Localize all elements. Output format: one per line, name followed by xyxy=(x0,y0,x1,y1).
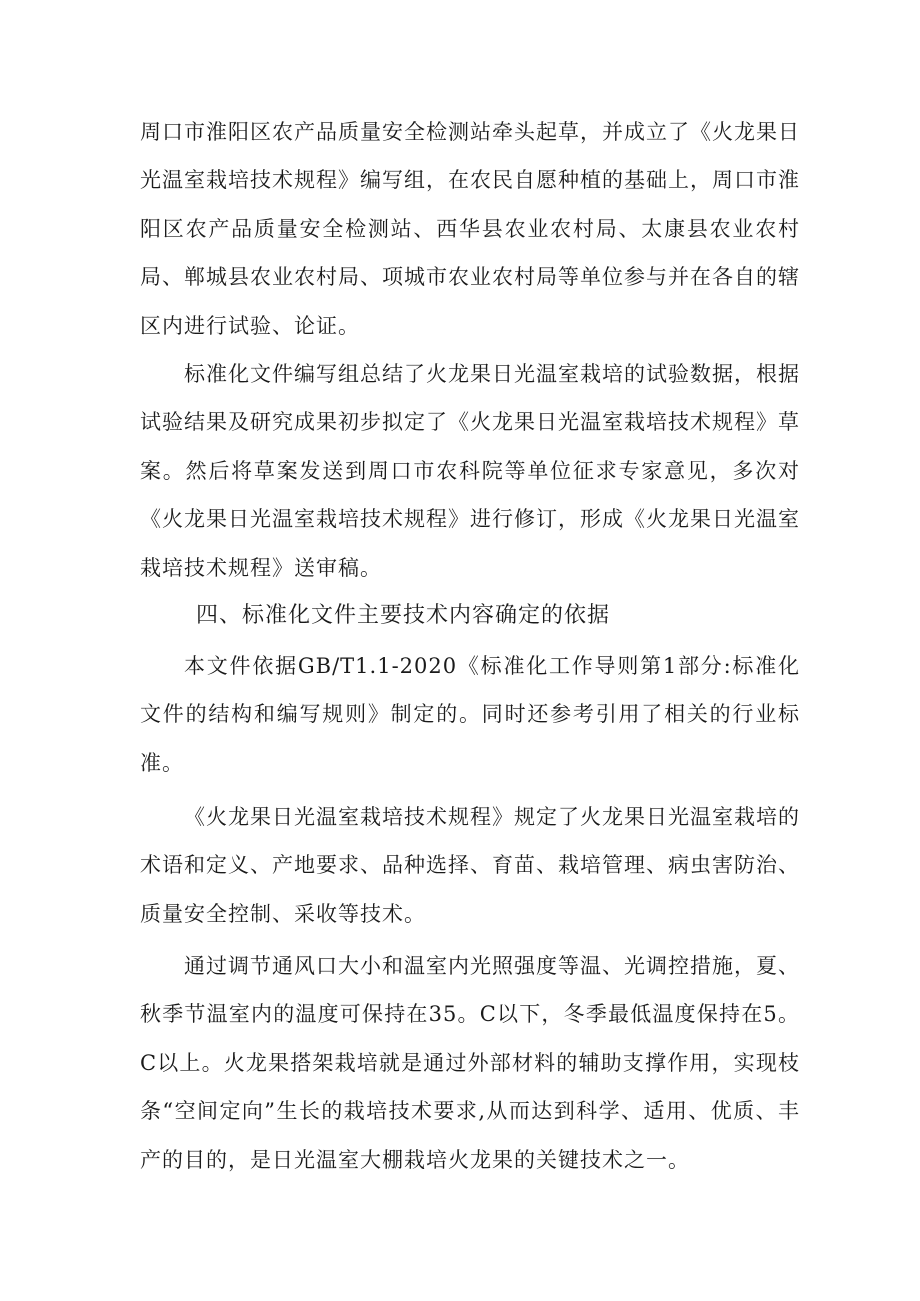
paragraph-drafting-organization: 周口市淮阳区农产品质量安全检测站牵头起草，并成立了《火龙果日光温室栽培技术规程》编写组，在农民自愿种植的基础上，周口市淮阳区农产品质量安全检测站、西华县农业农村局、太康县农业农村局、郸城县农业农村局、项城市农业农村局等单位参与并在各自的辖区内进行试验、论证。 xyxy=(140,120,800,338)
section-heading: 四、标准化文件主要技术内容确定的依据 xyxy=(196,603,611,628)
paragraph-draft-revision: 标准化文件编写组总结了火龙果日光温室栽培的试验数据，根据试验结果及研究成果初步拟定了《火龙果日光温室栽培技术规程》草案。然后将草案发送到周口市农科院等单位征求专家意见，多次对《火龙果日光温室栽培技术规程》进行修订，形成《火龙果日光温室栽培技术规程》送审稿。 xyxy=(140,362,800,580)
paragraph-temperature-control: 通过调节通风口大小和温室内光照强度等温、光调控措施，夏、秋季节温室内的温度可保持在35。C以下，冬季最低温度保持在5。C以上。火龙果搭架栽培就是通过外部材料的辅助支撑作用，实现枝条“空间定向”生长的栽培技术要求,从而达到科学、适用、优质、丰产的目的，是日光温室大棚栽培火龙果的关键技术之一。 xyxy=(140,954,800,1172)
paragraph-scope: 《火龙果日光温室栽培技术规程》规定了火龙果日光温室栽培的术语和定义、产地要求、品种选择、育苗、栽培管理、病虫害防治、质量安全控制、采收等技术。 xyxy=(140,805,800,926)
paragraph-basis-standard: 本文件依据GB/T1.1-2020《标准化工作导则第1部分:标准化文件的结构和编写规则》制定的。同时还参考引用了相关的行业标准。 xyxy=(140,654,800,775)
document-body xyxy=(140,108,800,1184)
